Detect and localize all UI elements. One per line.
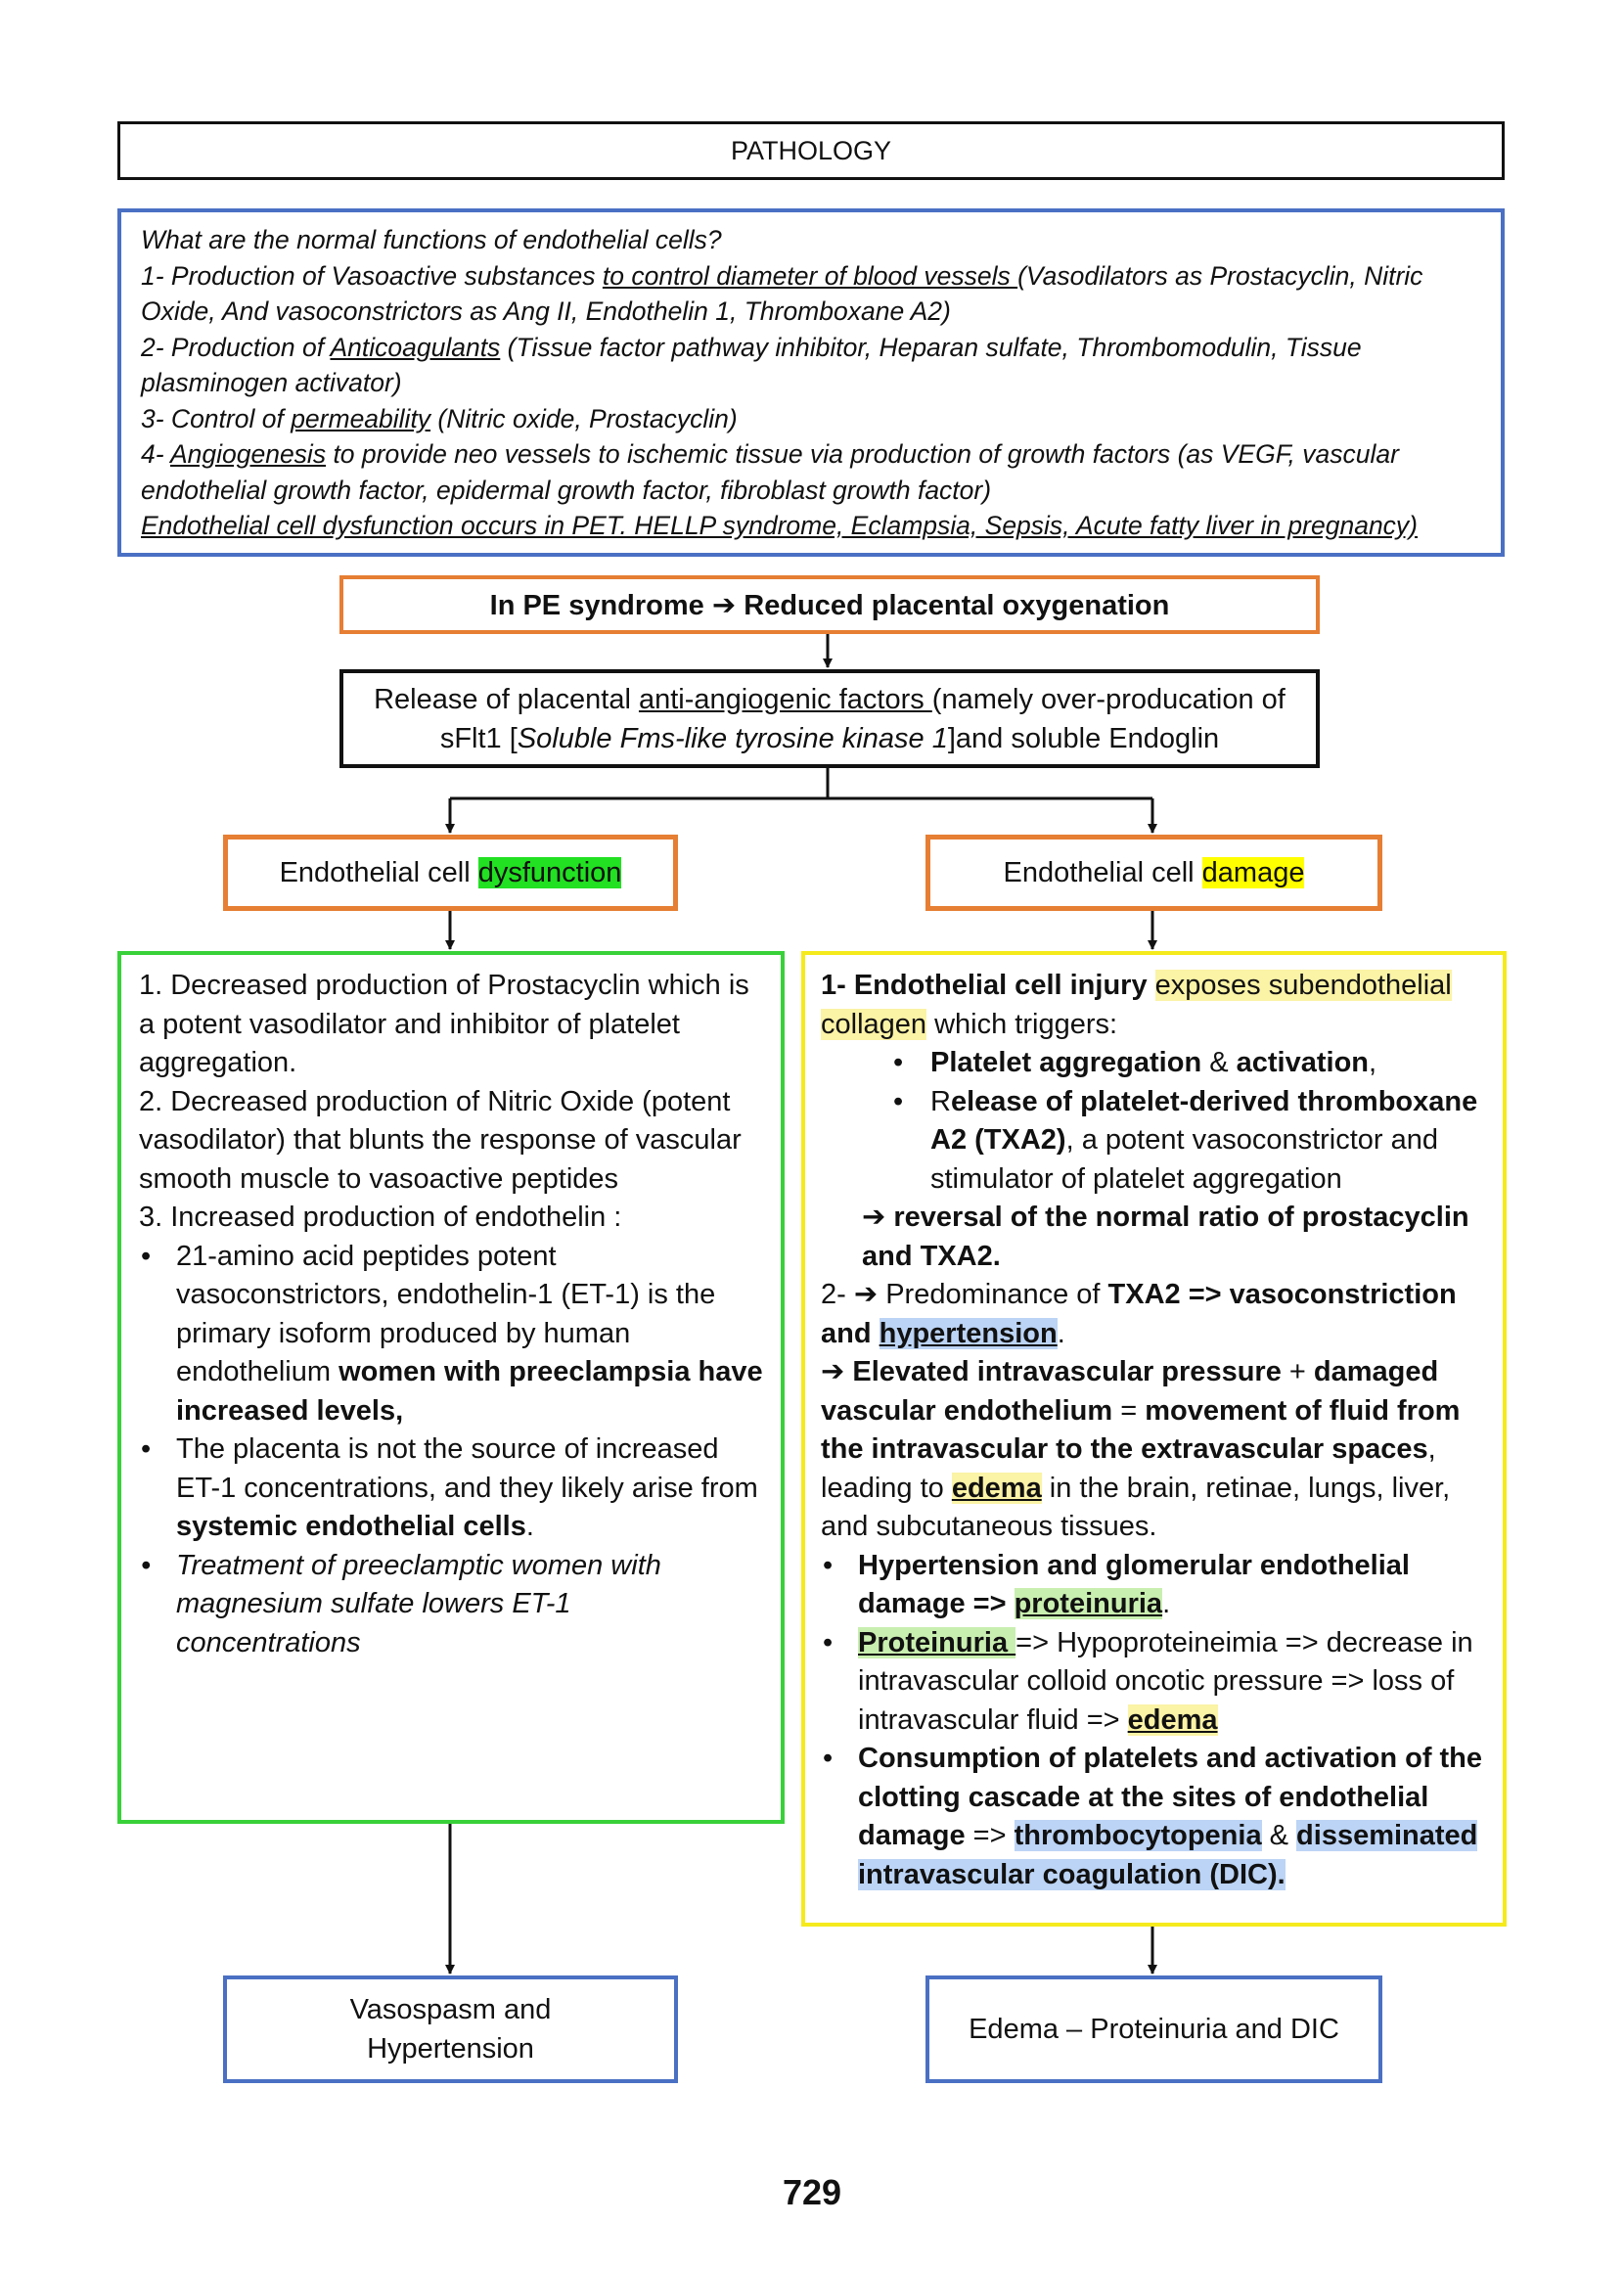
normal-function-item-4: 4- Angiogenesis to provide neo vessels to ischemic tissue via production of growth factors (as VEGF, vascular endothelial growth factor, epidermal growth factor, fibroblast growth factor) — [141, 439, 1399, 505]
endothelial-damage-box — [925, 835, 1382, 911]
normal-function-item-2: 2- Production of Anticoagulants (Tissue factor pathway inhibitor, Heparan sulfate, Thrombomodulin, Tissue plasminogen activator) — [141, 332, 1362, 397]
right-arrow-icon: ➔ — [853, 1279, 879, 1310]
right-bullet-2: • Proteinuria => Hypoproteineimia => decrease in intravascular colloid oncotic pressure => loss of intravascular fluid => edema — [821, 1624, 1487, 1741]
normal-functions-question: What are the normal functions of endothelial cells? — [141, 225, 722, 254]
left-point-3: 3. Increased production of endothelin : — [139, 1202, 622, 1233]
outcome-vasospasm-box — [223, 1975, 678, 2083]
right-point-1: 1- Endothelial cell injury exposes subendothelial collagen which triggers: — [821, 970, 1452, 1040]
pe-syndrome-box — [339, 575, 1320, 634]
dysfunction-details-panel — [117, 951, 785, 1824]
right-arrow-icon: ➔ — [821, 1356, 845, 1387]
normal-functions-footer: Endothelial cell dysfunction occurs in PET. HELLP syndrome, Eclampsia, Sepsis, Acute fatty liver in pregnancy) — [141, 511, 1419, 540]
page-title — [117, 121, 1505, 180]
left-bullet-1: • 21-amino acid peptides potent vasoconstrictors, endothelin-1 (ET-1) is the primary isoform produced by human endothelium women with preeclampsia have increased levels, — [139, 1238, 763, 1431]
left-bullet-3: • Treatment of preeclamptic women with magnesium sulfate lowers ET-1 concentrations — [139, 1547, 763, 1663]
damage-details-panel — [801, 951, 1507, 1927]
left-bullet-2: • The placenta is not the source of increased ET-1 concentrations, and they likely arise from systemic endothelial cells. — [139, 1430, 763, 1547]
normal-functions-box — [117, 208, 1505, 557]
anti-angiogenic-release-box — [339, 669, 1320, 768]
damage-label: Endothelial cell damage — [1003, 856, 1305, 888]
right-sub-bullet-2: • Release of platelet-derived thromboxane A2 (TXA2), a potent vasoconstrictor and stimulator of platelet aggregation — [821, 1083, 1487, 1200]
outcome-vasospasm-text: Vasospasm and Hypertension — [349, 1994, 552, 2065]
endothelial-dysfunction-box — [223, 835, 678, 911]
right-arrow-icon: ➔ — [862, 1202, 886, 1233]
right-point-3: ➔ Elevated intravascular pressure + damaged vascular endothelium = movement of fluid from the intravascular to the extravascular spaces, leading to edema in the brain, retinae, lungs, liver, and subcutaneous tissues. — [821, 1356, 1461, 1542]
release-text: Release of placental anti-angiogenic factors (namely over-producation of sFlt1 [Soluble Fms-like tyrosine kinase 1]and soluble Endoglin — [374, 683, 1286, 754]
right-point-2: 2- ➔ Predominance of TXA2 => vasoconstriction and hypertension. — [821, 1279, 1457, 1349]
right-bullet-1: • Hypertension and glomerular endothelial damage => proteinuria. — [821, 1547, 1487, 1624]
page-number: 729 — [782, 2172, 842, 2212]
right-arrow-icon: ➔ — [711, 589, 737, 621]
right-sub-bullet-1: • Platelet aggregation & activation, — [821, 1044, 1487, 1083]
normal-function-item-3: 3- Control of permeability (Nitric oxide, Prostacyclin) — [141, 403, 738, 433]
right-reversal-line: ➔ reversal of the normal ratio of prostacyclin and TXA2. — [862, 1202, 1469, 1272]
right-bullet-3: • Consumption of platelets and activation of the clotting cascade at the sites of endothelial damage => thrombocytopenia & disseminated intravascular coagulation (DIC). — [821, 1740, 1487, 1894]
outcome-edema-box — [925, 1975, 1382, 2083]
left-point-2: 2. Decreased production of Nitric Oxide (potent vasodilator) that blunts the response of vascular smooth muscle to vasoactive peptides — [139, 1085, 742, 1195]
pe-syndrome-text: In PE syndrome ➔ Reduced placental oxygenation — [489, 589, 1170, 621]
page-title-text: PATHOLOGY — [730, 135, 892, 165]
normal-function-item-1: 1- Production of Vasoactive substances to control diameter of blood vessels (Vasodilators as Prostacyclin, Nitric Oxide, And vasoconstrictors as Ang II, Endothelin 1, Thromboxane A2) — [141, 260, 1423, 326]
left-point-1: 1. Decreased production of Prostacyclin which is a potent vasodilator and inhibitor of platelet aggregation. — [139, 970, 749, 1078]
outcome-edema-text: Edema – Proteinuria and DIC — [969, 2014, 1339, 2045]
dysfunction-label: Endothelial cell dysfunction — [279, 856, 622, 888]
